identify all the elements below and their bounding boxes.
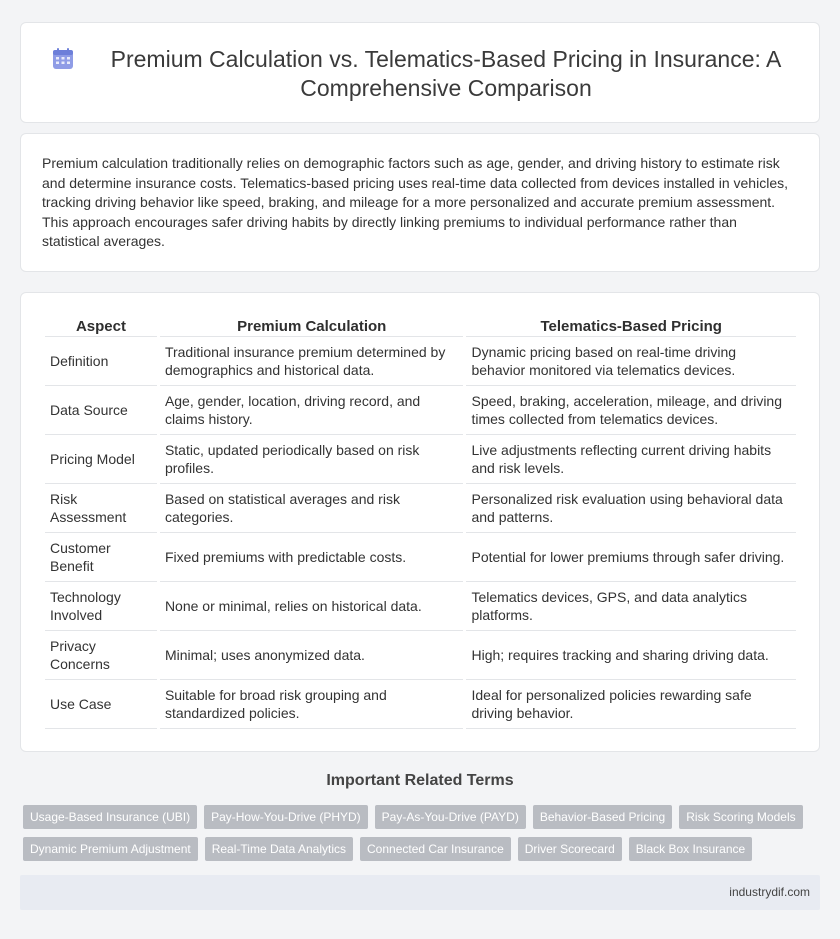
aspect-cell: Privacy Concerns	[45, 631, 157, 680]
page-title: Premium Calculation vs. Telematics-Based Pricing in Insurance: A Comprehensive Comparison	[110, 46, 782, 101]
aspect-cell: Definition	[45, 337, 157, 386]
aspect-cell: Use Case	[45, 680, 157, 729]
table-row	[45, 631, 796, 680]
related-term-tag[interactable]: Pay-How-You-Drive (PHYD)	[204, 805, 368, 829]
related-term-tag[interactable]: Risk Scoring Models	[679, 805, 802, 829]
premium-cell: Static, updated periodically based on risk profiles.	[160, 435, 464, 484]
related-term-tag[interactable]: Dynamic Premium Adjustment	[23, 837, 198, 861]
premium-cell: Based on statistical averages and risk categories.	[160, 484, 464, 533]
telematics-cell: Ideal for personalized policies rewarding safe driving behavior.	[466, 680, 796, 729]
title-card	[20, 22, 820, 123]
telematics-cell: Speed, braking, acceleration, mileage, and driving times collected from telematics devices.	[466, 386, 796, 435]
telematics-cell: High; requires tracking and sharing driving data.	[466, 631, 796, 680]
related-term-tag[interactable]: Driver Scorecard	[518, 837, 622, 861]
related-term-tag[interactable]: Real-Time Data Analytics	[205, 837, 353, 861]
related-terms-heading: Important Related Terms	[326, 772, 514, 789]
premium-cell: Fixed premiums with predictable costs.	[160, 533, 464, 582]
aspect-cell: Technology Involved	[45, 582, 157, 631]
premium-cell: Traditional insurance premium determined by demographics and historical data.	[160, 337, 464, 386]
related-term-tag[interactable]: Black Box Insurance	[629, 837, 752, 861]
related-term-tag[interactable]: Usage-Based Insurance (UBI)	[23, 805, 197, 829]
premium-cell: Minimal; uses anonymized data.	[160, 631, 464, 680]
header-aspect: Aspect	[45, 315, 157, 337]
table-row	[45, 386, 796, 435]
telematics-cell: Potential for lower premiums through safer driving.	[466, 533, 796, 582]
telematics-cell: Telematics devices, GPS, and data analytics platforms.	[466, 582, 796, 631]
footer	[20, 875, 820, 910]
header-telematics-pricing: Telematics-Based Pricing	[466, 315, 796, 337]
related-term-tag[interactable]: Behavior-Based Pricing	[533, 805, 672, 829]
table-header-row	[45, 315, 796, 337]
related-term-tag[interactable]: Pay-As-You-Drive (PAYD)	[375, 805, 526, 829]
aspect-cell: Customer Benefit	[45, 533, 157, 582]
calendar-icon	[51, 47, 75, 71]
premium-cell: None or minimal, relies on historical data.	[160, 582, 464, 631]
comparison-card	[20, 292, 820, 752]
aspect-cell: Risk Assessment	[45, 484, 157, 533]
telematics-cell: Personalized risk evaluation using behavioral data and patterns.	[466, 484, 796, 533]
intro-card	[20, 133, 820, 272]
table-row	[45, 680, 796, 729]
intro-paragraph: Premium calculation traditionally relies on demographic factors such as age, gender, and driving history to estimate risk and determine insurance costs. Telematics-based pricing uses real-time data collected from devices installed in vehicles, tracking driving behavior like speed, braking, and mileage for a more personalized and accurate premium assessment. This approach encourages safer driving habits by directly linking premiums to individual performance rather than statistical averages.	[42, 155, 788, 249]
related-terms-list	[23, 805, 803, 869]
table-row	[45, 484, 796, 533]
comparison-table	[42, 315, 799, 729]
premium-cell: Suitable for broad risk grouping and standardized policies.	[160, 680, 464, 729]
table-row	[45, 435, 796, 484]
aspect-cell: Data Source	[45, 386, 157, 435]
header-premium-calculation: Premium Calculation	[160, 315, 464, 337]
footer-source[interactable]: industrydif.com	[729, 885, 810, 899]
premium-cell: Age, gender, location, driving record, and claims history.	[160, 386, 464, 435]
telematics-cell: Dynamic pricing based on real-time driving behavior monitored via telematics devices.	[466, 337, 796, 386]
telematics-cell: Live adjustments reflecting current driving habits and risk levels.	[466, 435, 796, 484]
table-row	[45, 582, 796, 631]
table-row	[45, 337, 796, 386]
aspect-cell: Pricing Model	[45, 435, 157, 484]
related-term-tag[interactable]: Connected Car Insurance	[360, 837, 511, 861]
table-row	[45, 533, 796, 582]
